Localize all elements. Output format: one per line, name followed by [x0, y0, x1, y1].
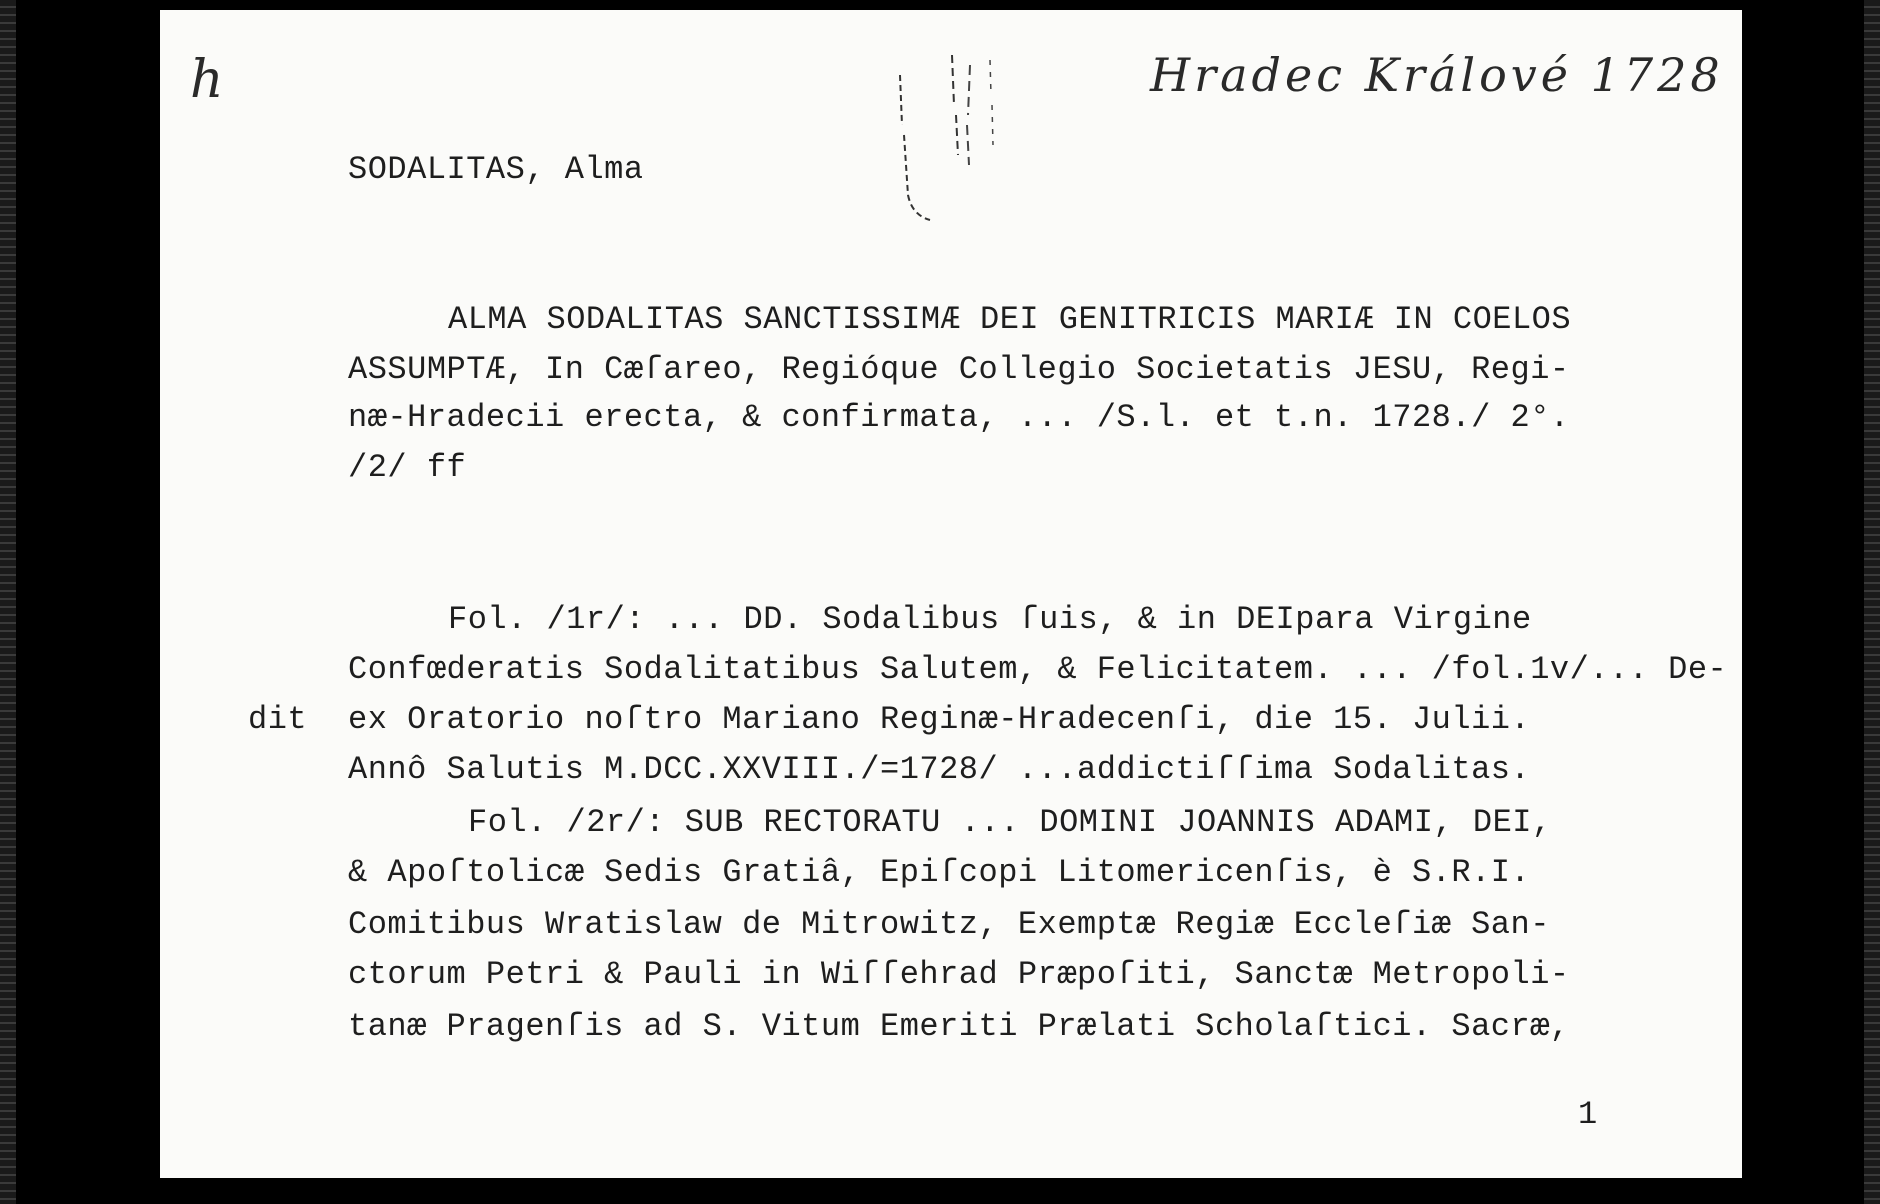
- description-line-5: Fol. /2r/: SUB RECTORATU ... DOMINI JOANNIS ADAMI, DEI,: [468, 804, 1552, 841]
- title-line-2: ASSUMPTÆ, In Cæſareo, Regióque Collegio Societatis JESU, Regi-: [348, 351, 1570, 388]
- description-line-3: ex Oratorio noſtro Mariano Reginæ-Hradecenſi, die 15. Julii.: [348, 701, 1531, 738]
- description-line-2: Confœderatis Sodalitatibus Salutem, & Felicitatem. ... /fol.1v/... De-: [348, 651, 1728, 688]
- description-line-1: Fol. /1r/: ... DD. Sodalibus ſuis, & in DEIpara Virgine: [448, 601, 1532, 638]
- description-line-7: Comitibus Wratislaw de Mitrowitz, Exemptæ Regiæ Eccleſiæ San-: [348, 906, 1550, 943]
- description-line-9: tanæ Pragenſis ad S. Vitum Emeriti Prælati Scholaſtici. Sacræ,: [348, 1008, 1570, 1045]
- left-scan-edge: [0, 0, 16, 1204]
- right-scan-edge: [1864, 0, 1880, 1204]
- handwritten-note: Hradec Králové 1728: [1150, 48, 1724, 102]
- stamp-marks: [870, 35, 1010, 235]
- corner-mark: h: [190, 50, 224, 110]
- title-line-3: næ-Hradecii erecta, & confirmata, ... /S.l. et t.n. 1728./ 2°.: [348, 399, 1570, 436]
- title-line-4: /2/ ff: [348, 449, 467, 486]
- description-line-6: & Apoſtolicæ Sedis Gratiâ, Epiſcopi Litomericenſis, è S.R.I.: [348, 854, 1531, 891]
- entry-heading: SODALITAS, Alma: [348, 151, 644, 188]
- title-line-1: ALMA SODALITAS SANCTISSIMÆ DEI GENITRICIS MARIÆ IN COELOS: [448, 301, 1572, 338]
- margin-word: dit: [248, 701, 308, 738]
- catalog-card: [160, 10, 1742, 1178]
- description-line-8: ctorum Petri & Pauli in Wiſſehrad Præpoſiti, Sanctæ Metropoli-: [348, 956, 1570, 993]
- page-number: 1: [1578, 1096, 1598, 1133]
- description-line-4: Annô Salutis M.DCC.XXVIII./=1728/ ...addictiſſima Sodalitas.: [348, 751, 1531, 788]
